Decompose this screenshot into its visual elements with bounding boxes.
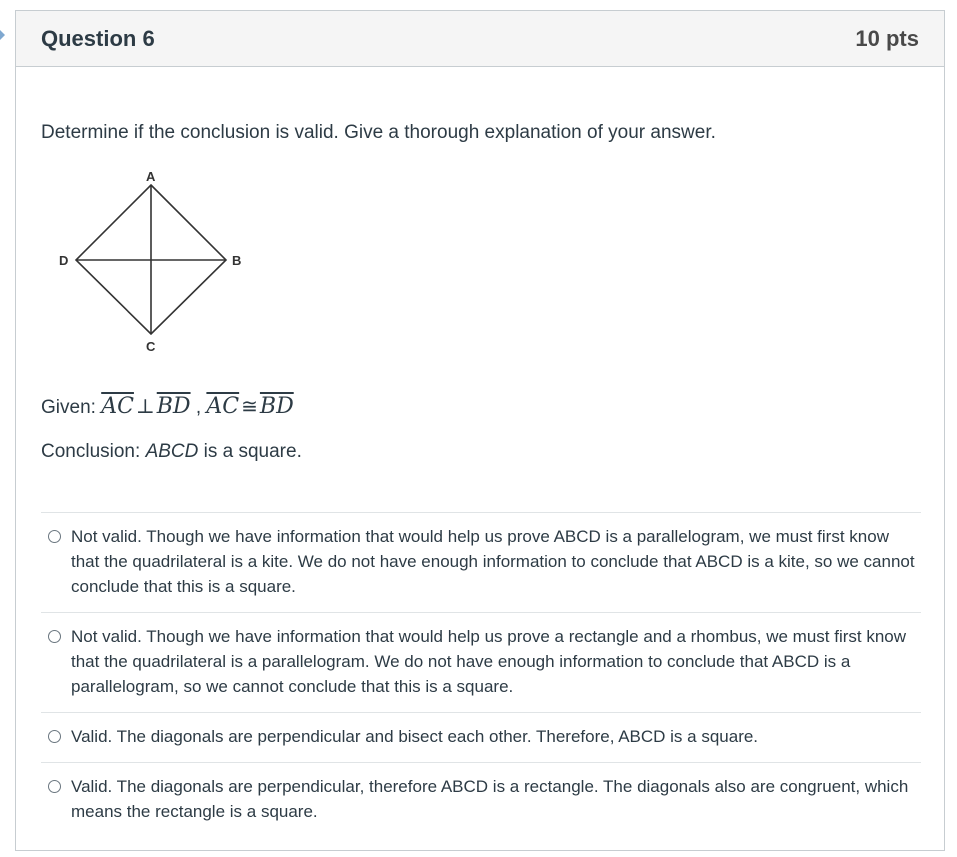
given-statement: [41, 394, 294, 419]
answer-option-2[interactable]: [41, 612, 921, 712]
segment-ac: $\overline{AC}$: [101, 394, 134, 419]
segment-ac-2: $\overline{AC}$: [206, 394, 240, 419]
conclusion-subject: ABCD: [145, 441, 199, 462]
given-label: Given:: [41, 397, 102, 418]
conclusion-statement: [41, 441, 302, 463]
vertex-label-a: A: [146, 169, 156, 184]
vertex-label-c: C: [146, 339, 156, 354]
question-points: 10 pts: [855, 25, 919, 51]
vertex-label-b: B: [232, 253, 242, 268]
question-title: Question 6: [41, 25, 155, 51]
rhombus-figure: [54, 167, 254, 359]
question-prompt: Determine if the conclusion is valid. Give a thorough explanation of your answer.: [41, 122, 716, 143]
conclusion-label: Conclusion:: [41, 441, 146, 462]
question-card: [15, 10, 945, 851]
congruent-symbol: ≅: [241, 394, 258, 418]
answer-option-4[interactable]: [41, 762, 921, 837]
answer-text: Valid. The diagonals are perpendicular, therefore ABCD is a rectangle. The diagonals also are congruent, which means the rectangle is a square.: [71, 777, 909, 821]
segment-bd-2: $\overline{BD}$: [259, 394, 294, 419]
answer-text: Not valid. Though we have information that would help us prove ABCD is a parallelogram, we must first know that the quadrilateral is a kite. We do not have enough information to conclude that ABCD is a kite, so we cannot conclude that this is a square.: [71, 527, 915, 596]
collapse-arrow-icon[interactable]: [0, 30, 5, 40]
radio-button[interactable]: [48, 730, 61, 743]
radio-button[interactable]: [48, 780, 61, 793]
radio-button[interactable]: [48, 530, 61, 543]
answer-list: [41, 512, 921, 837]
perpendicular-symbol: ⊥: [135, 394, 155, 418]
segment-bd: $\overline{BD}$: [156, 394, 191, 419]
answer-text: Valid. The diagonals are perpendicular and bisect each other. Therefore, ABCD is a square.: [71, 727, 759, 746]
answer-text: Not valid. Though we have information that would help us prove a rectangle and a rhombus, we must first know that the quadrilateral is a parallelogram. We do not have enough information to conclude that ABCD is a parallelogram, so we cannot conclude that this is a square.: [71, 627, 907, 696]
given-comma: ,: [190, 397, 207, 418]
answer-option-3[interactable]: [41, 712, 921, 762]
question-header: [16, 11, 944, 67]
radio-button[interactable]: [48, 630, 61, 643]
answer-option-1[interactable]: [41, 512, 921, 612]
conclusion-rest: is a square.: [198, 441, 302, 462]
vertex-label-d: D: [59, 253, 69, 268]
